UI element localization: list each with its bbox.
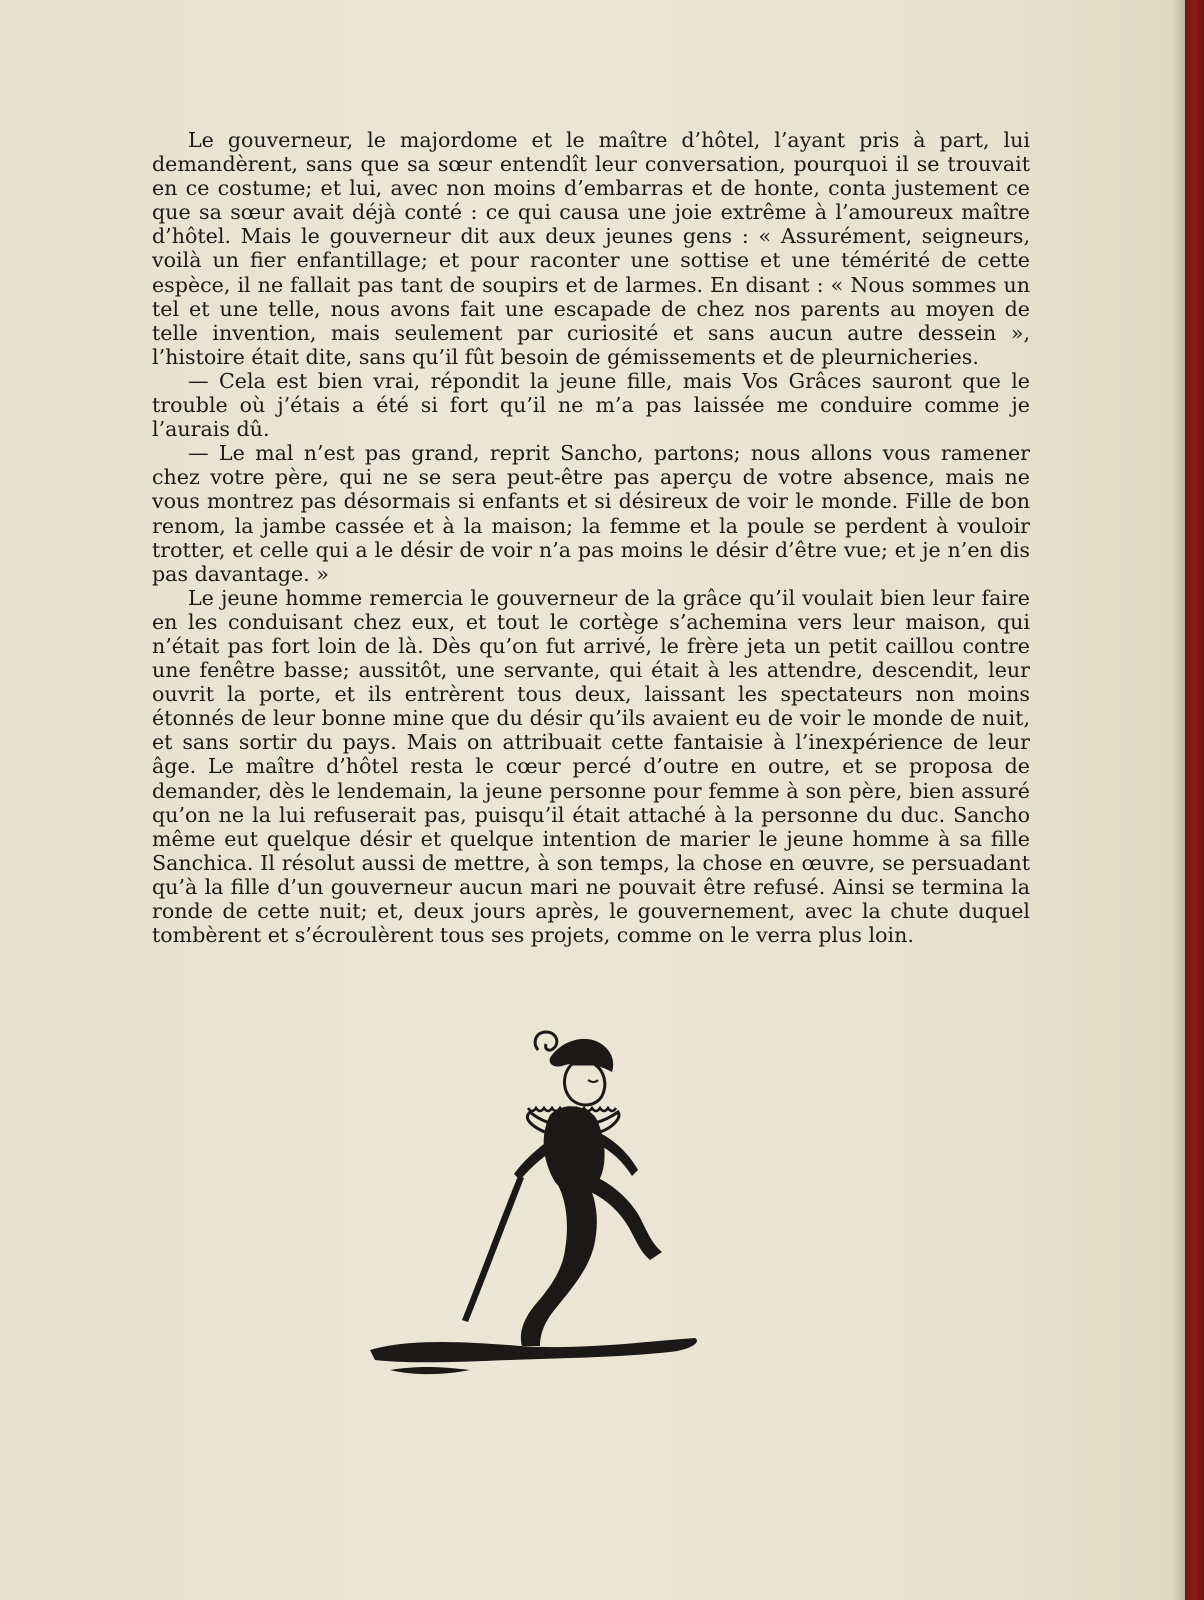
paragraph-3: — Le mal n’est pas grand, reprit Sancho, partons; nous allons vous ramener chez votre père, qui ne se sera peut-être pas aperçu de votre absence, mais ne vous montrez pas désormais si enfants et si désireux de voir le monde. Fille de bon renom, la jambe cassée et à la maison; la femme et la poule se perdent à vouloir trotter, et celle qui a le désir de voir n’a pas moins le désir d’être vue; et je n’en dis pas davantage. » — [152, 441, 1030, 586]
paragraph-1: Le gouverneur, le majordome et le maître d’hôtel, l’ayant pris à part, lui demandèrent, sans que sa sœur entendît leur conversation, pourquoi il se trouvait en ce costume; et lui, avec non moins d’embarras et de honte, conta justement ce que sa sœur avait déjà conté : ce qui causa une joie extrême à l’amoureux maître d’hôtel. Mais le gouverneur dit aux deux jeunes gens : « Assurément, seigneurs, voilà un fier enfantillage; et pour raconter une sottise et une témérité de cette espèce, il ne fallait pas tant de soupirs et de larmes. En disant : « Nous sommes un tel et une telle, nous avons fait une escapade de chez nos parents au moyen de telle invention, mais seulement par curiosité et sans aucun autre dessein », l’histoire était dite, sans qu’il fût besoin de gémissements et de pleurnicheries. — [152, 128, 1030, 369]
text-body — [152, 128, 1030, 947]
book-cover-edge — [1185, 0, 1204, 1600]
dancing-figure-illustration — [350, 1020, 730, 1410]
page-edge-shadow — [1172, 0, 1185, 1600]
paragraph-2: — Cela est bien vrai, répondit la jeune fille, mais Vos Grâces sauront que le trouble où j’étais a été si fort qu’il ne m’a pas laissée me conduire comme je l’aurais dû. — [152, 368, 1030, 442]
paragraph-4: Le jeune homme remercia le gouverneur de la grâce qu’il voulait bien leur faire en les conduisant chez eux, et tout le cortège s’achemina vers leur maison, qui n’était pas fort loin de là. Dès qu’on fut arrivé, le frère jeta un petit caillou contre une fenêtre basse; aussitôt, une servante, qui était à les attendre, descendit, leur ouvrit la porte, et ils entrèrent tous deux, laissant les spectateurs non moins étonnés de leur bonne mine que du désir qu’ils avaient eu de voir le monde de nuit, et sans sortir du pays. Mais on attribuait cette fantaisie à l’inexpérience de leur âge. Le maître d’hôtel resta le cœur percé d’outre en outre, et se proposa de demander, dès le lendemain, la jeune personne pour femme à son père, bien assuré qu’on ne la lui refuserait pas, puisqu’il était attaché à la personne du duc. Sancho même eut quelque désir et quelque intention de marier le jeune homme à sa fille Sanchica. Il résolut aussi de mettre, à son temps, la chose en œuvre, se persuadant qu’à la fille d’un gouverneur aucun mari ne pouvait être refusé. Ainsi se termina la ronde de cette nuit; et, deux jours après, le gouvernement, avec la chute duquel tombèrent et s’écroulèrent tous ses projets, comme on le verra plus loin. — [152, 585, 1030, 948]
